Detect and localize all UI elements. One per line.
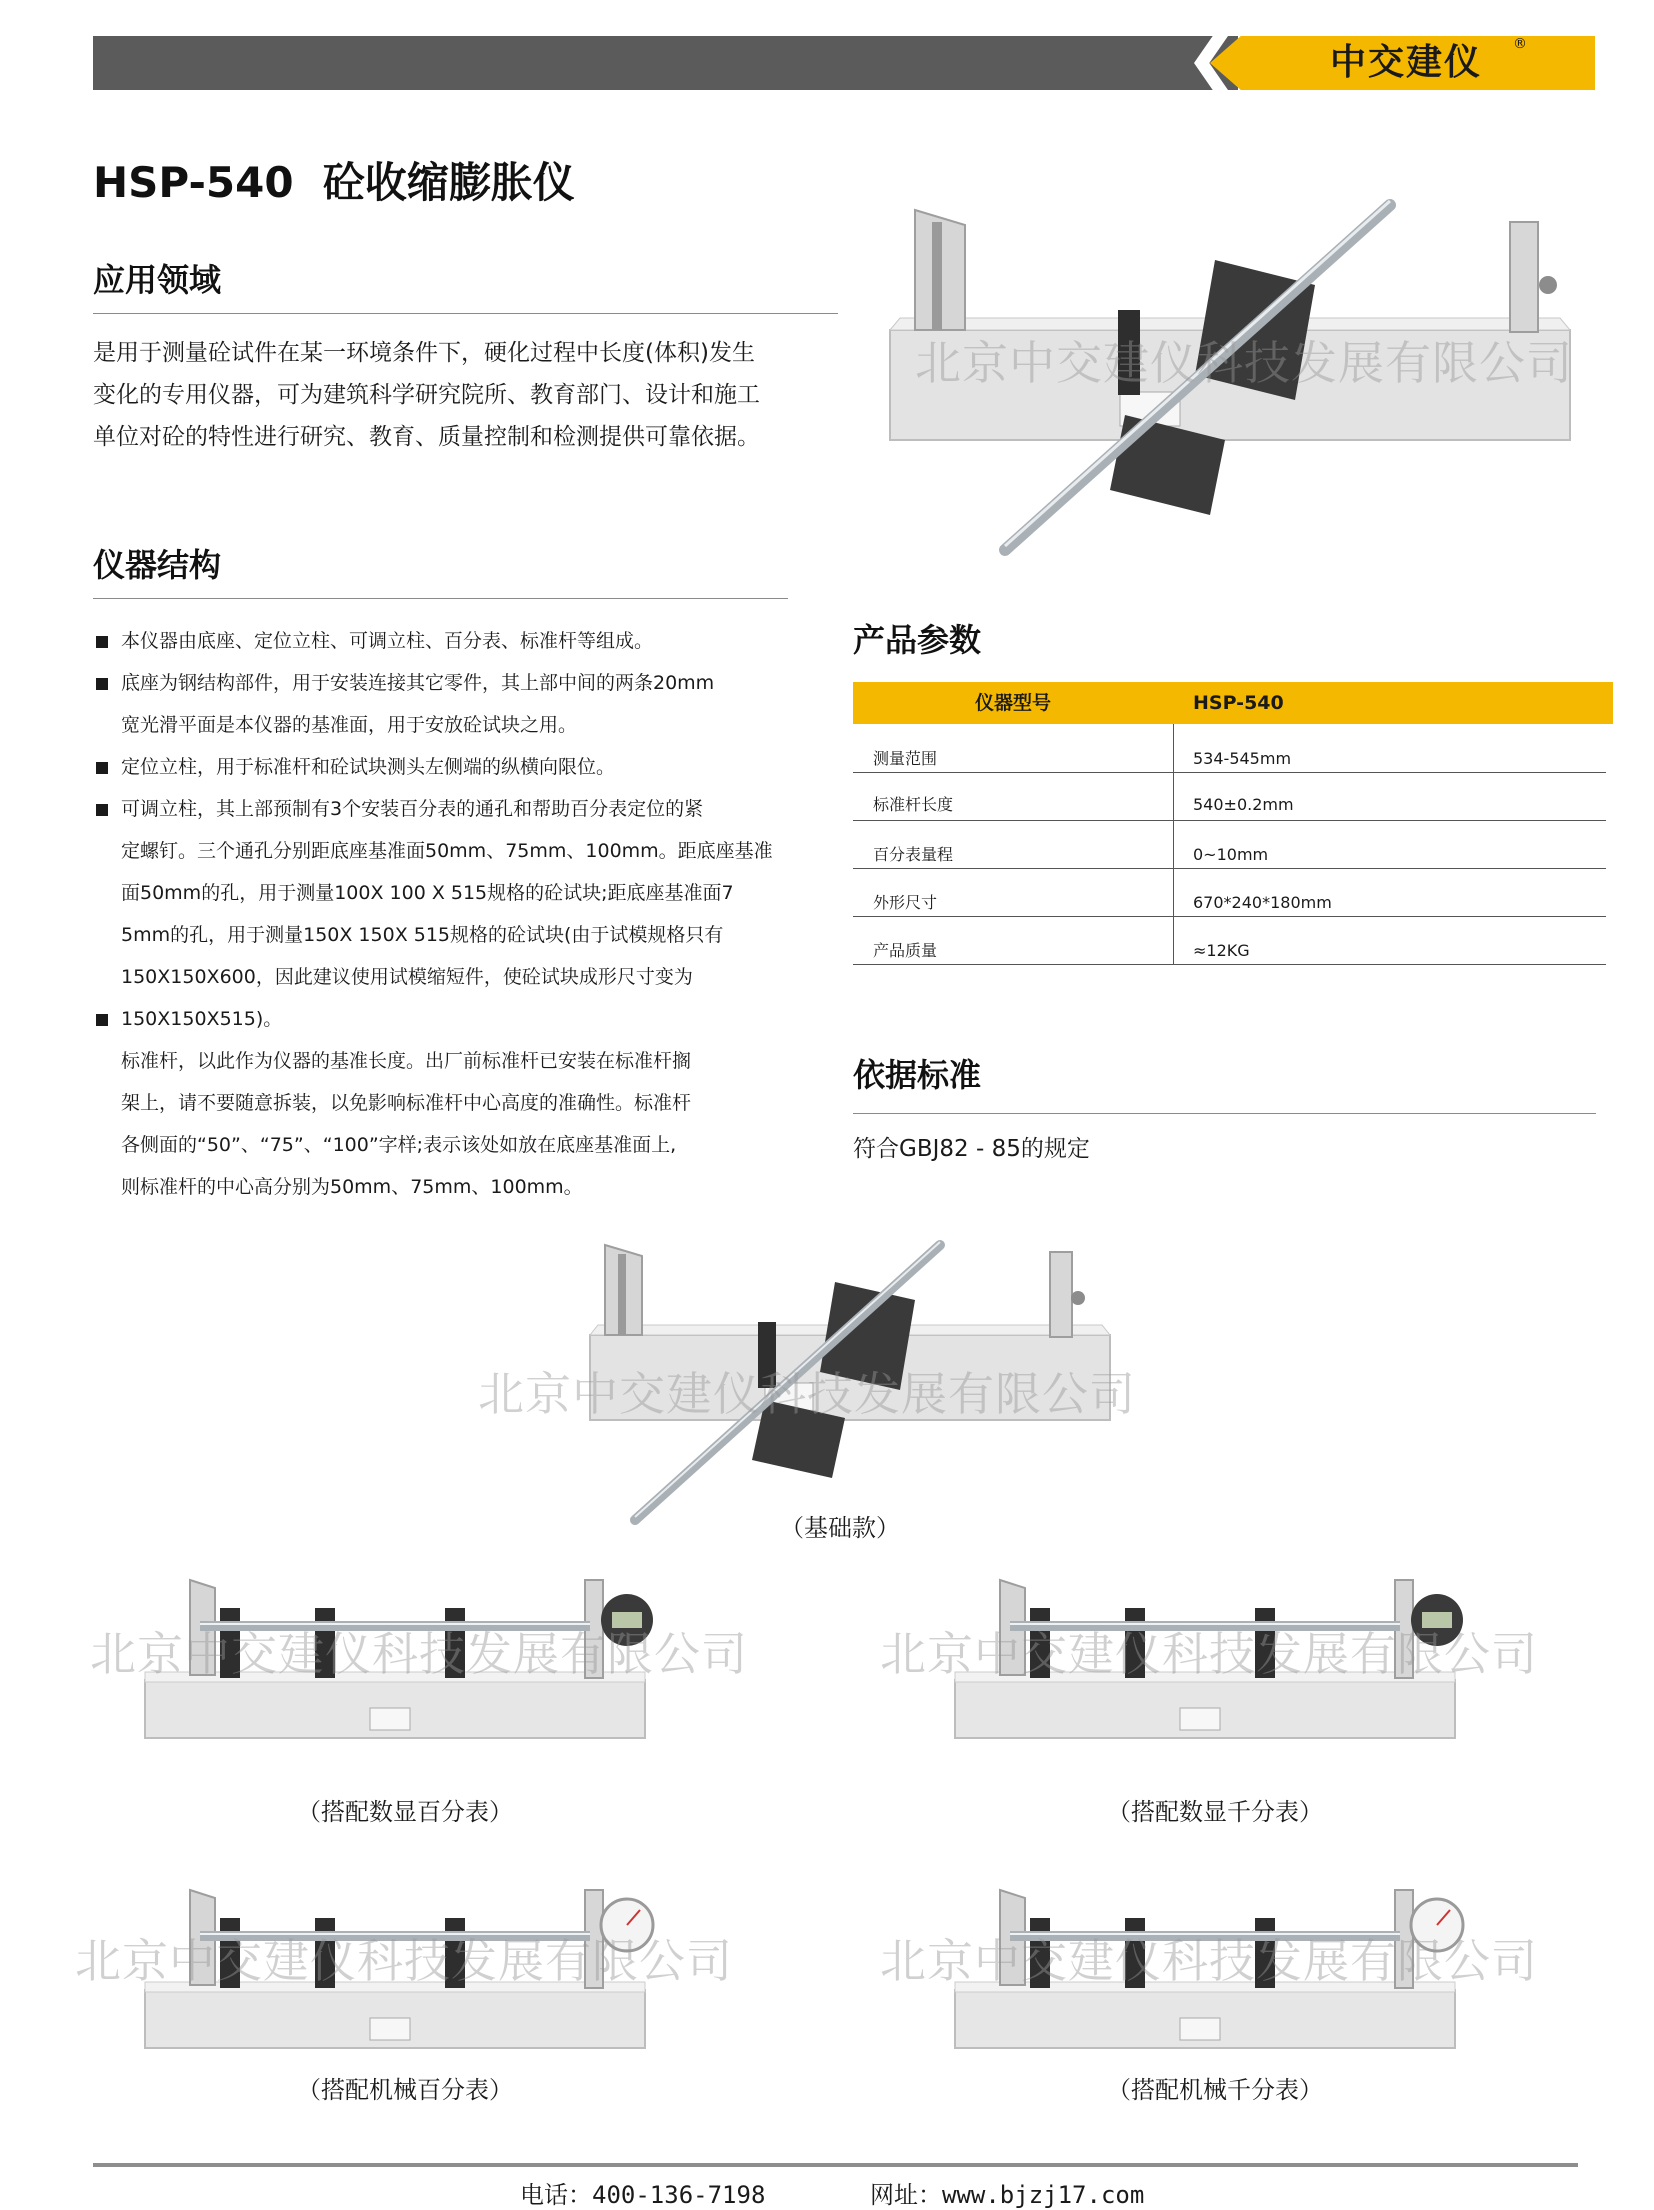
bullet-square-icon [96, 636, 108, 648]
bullet-square-icon [96, 678, 108, 690]
standard-text: 符合GBJ82 - 85的规定 [853, 1136, 1090, 1162]
structure-line: 可调立柱，其上部预制有3个安装百分表的通孔和帮助百分表定位的紧 [121, 798, 704, 820]
application-line: 变化的专用仪器，可为建筑科学研究院所、教育部门、设计和施工 [93, 382, 760, 408]
structure-bullet [93, 788, 813, 998]
structure-line: 宽光滑平面是本仪器的基准面，用于安放砼试块之用。 [121, 714, 578, 736]
watermark-mech-thousand: 北京中交建仪科技发展有限公司 [880, 1934, 1538, 1988]
structure-line: 标准杆，以此作为仪器的基准长度。出厂前标准杆已安装在标准杆搁 [121, 1050, 692, 1072]
row-label: 产品质量 [873, 941, 938, 960]
application-line: 单位对砼的特性进行研究、教育、质量控制和检测提供可靠依据。 [93, 424, 760, 450]
watermark-digital-percent: 北京中交建仪科技发展有限公司 [90, 1627, 748, 1681]
footer-website[interactable]: 网址：www.bjzj17.com [870, 2181, 1145, 2209]
watermark-digital-thousand: 北京中交建仪科技发展有限公司 [880, 1627, 1538, 1681]
caption-digital-thousand: （搭配数显千分表） [1107, 1798, 1323, 1826]
structure-rule [93, 598, 788, 599]
table-row [853, 916, 1606, 965]
structure-line: 底座为钢结构部件，用于安装连接其它零件，其上部中间的两条20mm [121, 672, 715, 694]
table-row [853, 724, 1606, 773]
header-value: HSP-540 [1193, 692, 1284, 714]
row-value: 0~10mm [1193, 845, 1269, 864]
structure-bullet [93, 662, 813, 746]
params-heading: 产品参数 [853, 621, 982, 659]
structure-line: 本仪器由底座、定位立柱、可调立柱、百分表、标准杆等组成。 [121, 630, 654, 652]
structure-line: 定螺钉。三个通孔分别距底座基准面50mm、75mm、100mm。距底座基准 [121, 840, 773, 862]
structure-line: 面50mm的孔，用于测量100X 100 X 515规格的砼试块;距底座基准面7 [121, 882, 734, 904]
application-rule [93, 313, 838, 314]
structure-bullet [93, 998, 813, 1040]
watermark-mech-percent: 北京中交建仪科技发展有限公司 [75, 1934, 733, 1988]
row-label: 标准杆长度 [873, 795, 954, 814]
watermark-main: 北京中交建仪科技发展有限公司 [915, 336, 1573, 390]
bullet-square-icon [96, 762, 108, 774]
header-bar [93, 36, 1238, 90]
footer-phone: 电话：400-136-7198 [520, 2181, 766, 2209]
table-row [853, 868, 1606, 917]
structure-line: 则标准杆的中心高分别为50mm、75mm、100mm。 [121, 1176, 583, 1198]
structure-heading: 仪器结构 [93, 546, 222, 584]
application-text [93, 332, 853, 458]
standard-rule [853, 1113, 1596, 1114]
caption-mech-percent: （搭配机械百分表） [297, 2076, 513, 2104]
structure-bullet [93, 620, 813, 662]
row-value: ≈12KG [1193, 941, 1250, 960]
structure-bullet [93, 746, 813, 788]
caption-mech-thousand: （搭配机械千分表） [1107, 2076, 1323, 2104]
row-label: 百分表量程 [873, 845, 954, 864]
caption-basic: （基础款） [780, 1514, 900, 1542]
footer-rule [93, 2163, 1578, 2167]
row-value: 670*240*180mm [1193, 893, 1332, 912]
bullet-square-icon [96, 1014, 108, 1026]
row-value: 534-545mm [1193, 749, 1292, 768]
row-label: 外形尺寸 [873, 893, 938, 912]
structure-line: 架上，请不要随意拆装，以免影响标准杆中心高度的准确性。标准杆 [121, 1092, 692, 1114]
watermark-basic: 北京中交建仪科技发展有限公司 [478, 1367, 1136, 1421]
caption-digital-percent: （搭配数显百分表） [297, 1798, 513, 1826]
application-line: 是用于测量砼试件在某一环境条件下，硬化过程中长度(体积)发生 [93, 340, 755, 366]
structure-line: 150X150X515)。 [121, 1008, 283, 1030]
row-value: 540±0.2mm [1193, 795, 1294, 814]
table-row [853, 772, 1606, 821]
brand-logo-text: 中交建仪 [1330, 42, 1483, 83]
structure-line: 150X150X600，因此建议使用试模缩短件，使砼试块成形尺寸变为 [121, 966, 693, 988]
params-table-header [853, 682, 1613, 724]
row-label: 测量范围 [873, 749, 938, 768]
structure-list [93, 620, 813, 1208]
standard-heading: 依据标准 [853, 1056, 982, 1094]
application-heading: 应用领域 [93, 261, 222, 299]
header-label: 仪器型号 [974, 692, 1051, 714]
structure-line: 各侧面的“50”、“75”、“100”字样;表示该处如放在底座基准面上, [121, 1134, 677, 1156]
registered-mark: ® [1513, 36, 1527, 52]
page-title: HSP-540 砼收缩膨胀仪 [93, 158, 575, 207]
bullet-square-icon [96, 804, 108, 816]
table-row [853, 820, 1606, 869]
structure-line: 定位立柱，用于标准杆和砼试块测头左侧端的纵横向限位。 [121, 756, 616, 778]
params-table [853, 682, 1613, 982]
structure-line: 5mm的孔，用于测量150X 150X 515规格的砼试块(由于试模规格只有 [121, 924, 724, 946]
